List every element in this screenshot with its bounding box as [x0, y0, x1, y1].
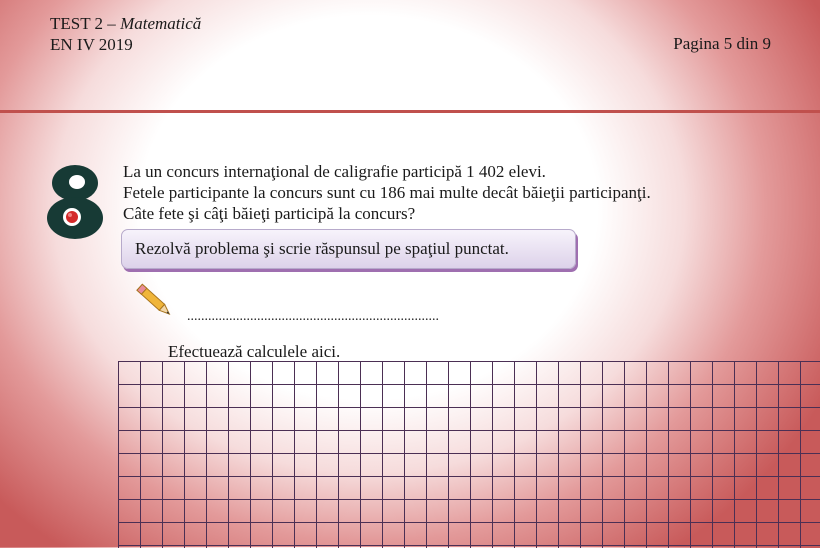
calculation-grid[interactable]: [118, 361, 820, 548]
question-text: [123, 161, 651, 224]
number-eight-badge-icon: [46, 164, 104, 240]
header-rule: [0, 110, 820, 113]
page-header-left: [50, 13, 201, 55]
question-line-2: Fetele participante la concurs sunt cu 186 mai multe decât băieţii participanţi.: [123, 183, 651, 202]
test-title: TEST 2 – Matematică: [50, 14, 202, 33]
subject: Matematică: [120, 14, 202, 33]
calculation-label: Efectuează calculele aici.: [168, 342, 341, 361]
question-line-3: Câte fete şi câţi băieţi participă la concurs?: [123, 204, 416, 223]
answer-dotted-line[interactable]: ........................................................................: [187, 309, 439, 324]
pencil-icon: [132, 279, 180, 325]
page-number: Pagina 5 din 9: [673, 34, 771, 53]
question-line-1: La un concurs internaţional de caligrafie participă 1 402 elevi.: [123, 162, 546, 181]
instruction-box: Rezolvă problema şi scrie răspunsul pe spaţiul punctat.: [121, 229, 576, 269]
exam-label: EN IV 2019: [50, 35, 133, 54]
